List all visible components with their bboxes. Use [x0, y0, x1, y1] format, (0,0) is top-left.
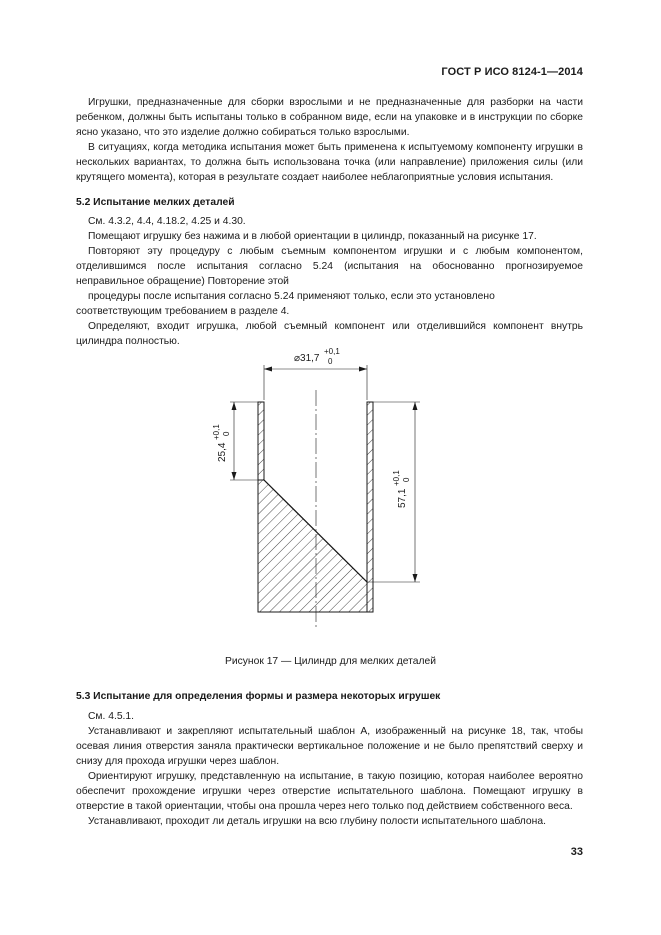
left-dim-tol-lower: 0	[222, 431, 231, 436]
diameter-label: ⌀31,7	[294, 353, 320, 364]
paragraph: В ситуациях, когда методика испытания может быть применена к испытуемому компоненту игрушки в нескольких вариантах, то должна быть использована точка (или направление) приложения силы (или крутящего момента), которая в результате создает наиболее неблагоприятные условия испытания.	[76, 142, 583, 183]
paragraph: См. 4.5.1.	[88, 711, 134, 722]
section-5-2	[76, 195, 583, 349]
figure-caption: Рисунок 17 — Цилиндр для мелких деталей	[225, 656, 436, 667]
right-dim-tol-lower: 0	[402, 477, 411, 482]
diameter-tol-upper: +0,1	[324, 347, 340, 356]
paragraph: Определяют, входит игрушка, любой съемный компонент или отделившийся компонент внутрь цилиндра полностью.	[76, 321, 583, 347]
paragraph: См. 4.3.2, 4.4, 4.18.2, 4.25 и 4.30.	[88, 216, 246, 227]
right-dim-tol-upper: +0,1	[392, 470, 401, 486]
section-5-3	[76, 689, 583, 829]
paragraph: Помещают игрушку без нажима и в любой ориентации в цилиндр, показанный на рисунке 17.	[88, 231, 537, 242]
paragraph: процедуры после испытания согласно 5.24 применяют только, если это установлено соответствующим требованием в разделе 4.	[76, 291, 495, 317]
diameter-tol-lower: 0	[328, 357, 333, 366]
intro-block	[76, 95, 583, 185]
page-number: 33	[570, 846, 583, 858]
paragraph: Повторяют эту процедуру с любым съемным компонентом игрушки и с любым компонентом, отделившимся после испытания согласно 5.24 (испытания на обоснованно прогнозируемое неправильное обращение) Повторение этой	[76, 246, 583, 287]
standard-header: ГОСТ Р ИСО 8124-1—2014	[441, 66, 583, 78]
right-dim-label: 57,1	[397, 488, 408, 508]
left-dim-label: 25,4	[217, 442, 228, 462]
paragraph: Устанавливают, проходит ли деталь игрушки на всю глубину полости испытательного шаблона.	[88, 816, 546, 827]
paragraph: Игрушки, предназначенные для сборки взрослыми и не предназначенные для разборки на части ребенком, должны быть испытаны только в собранном виде, если на упаковке и в инструкции по сборке ясно указано, что это изделие должно собираться только взрослыми.	[76, 97, 583, 138]
paragraph: Ориентируют игрушку, представленную на испытание, в такую позицию, которая наиболее вероятно обеспечит прохождение игрушки через отверстие испытательного шаблона. Помещают игрушку в отверстие в такой ориентации, чтобы она прошла через него только под действием собственного веса.	[76, 771, 583, 812]
figure-17-cylinder-drawing	[170, 340, 490, 630]
section-heading: 5.3 Испытание для определения формы и размера некоторых игрушек	[76, 691, 441, 702]
section-heading: 5.2 Испытание мелких деталей	[76, 197, 235, 208]
paragraph: Устанавливают и закрепляют испытательный шаблон А, изображенный на рисунке 18, так, чтобы осевая линия отверстия заняла практически вертикальное положение и не было препятствий сверху и снизу для прохода игрушки через шаблон.	[76, 726, 583, 767]
left-dim-tol-upper: +0,1	[212, 424, 221, 440]
